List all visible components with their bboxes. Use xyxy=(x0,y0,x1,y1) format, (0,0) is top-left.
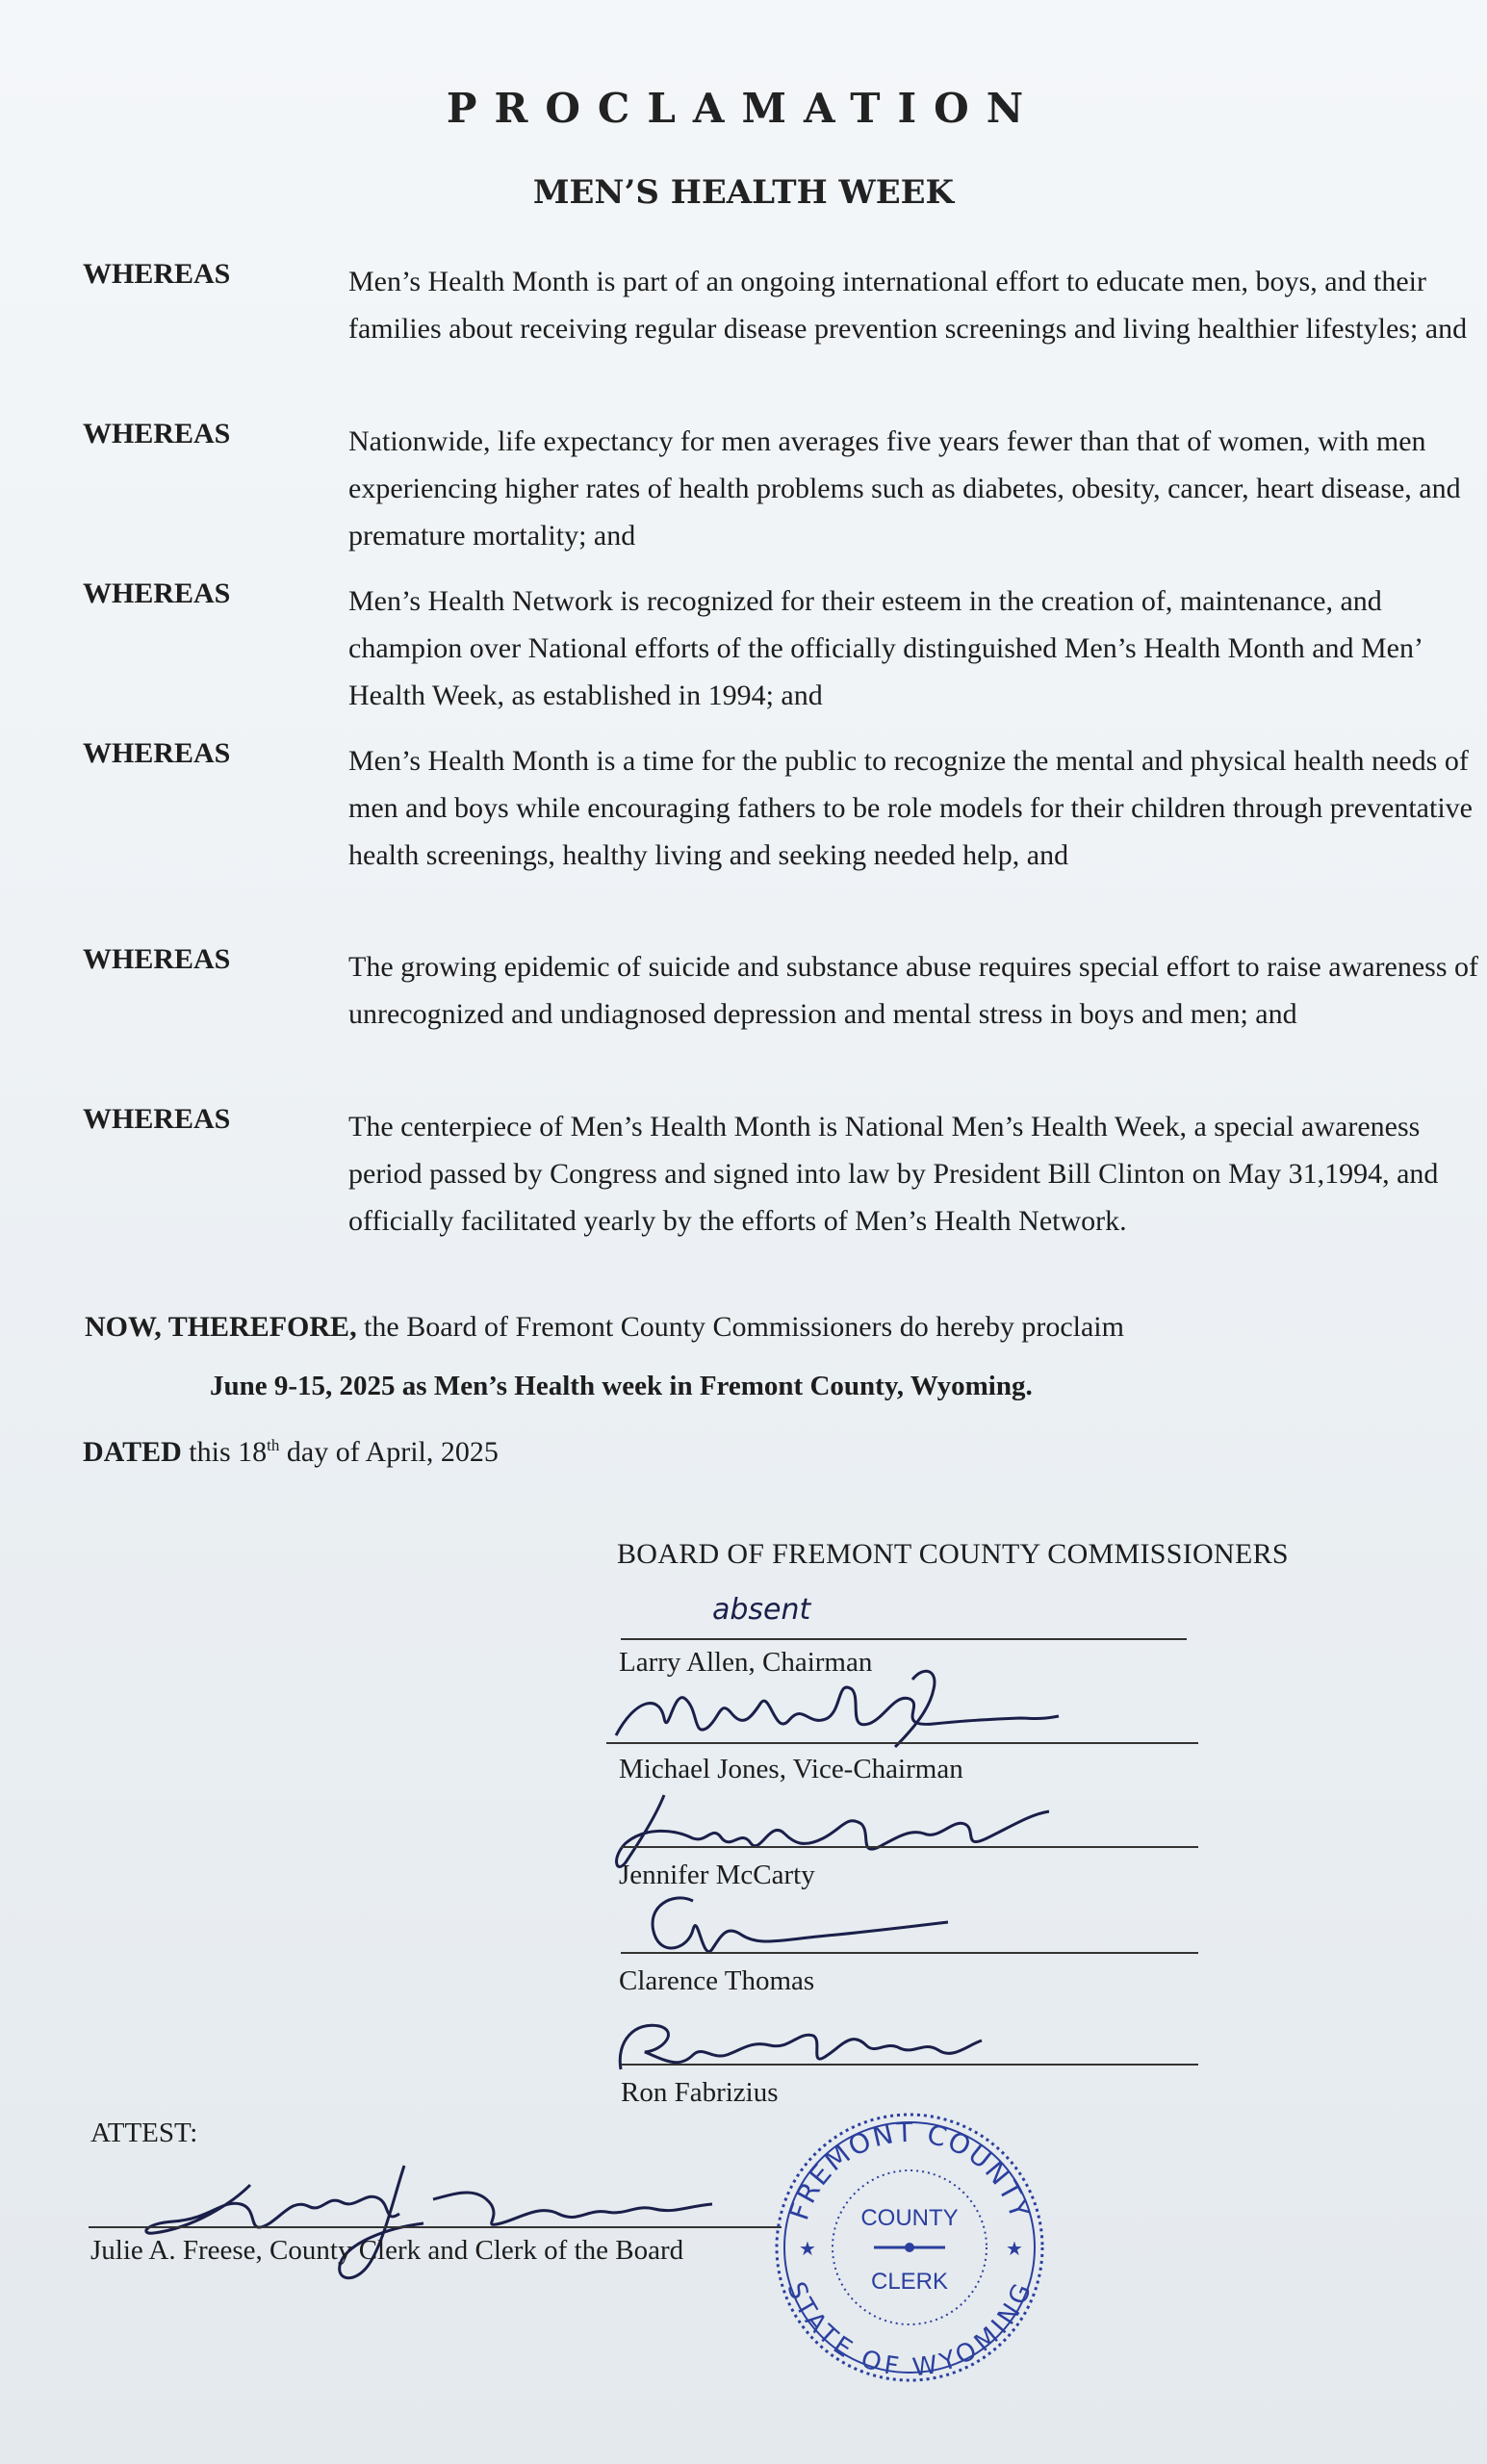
board-heading: BOARD OF FREMONT COUNTY COMMISSIONERS xyxy=(617,1538,1289,1570)
dated-keyword: DATED xyxy=(83,1436,182,1468)
signatory-name: Ron Fabrizius xyxy=(621,2077,779,2108)
clause-keyword: WHEREAS xyxy=(83,737,231,769)
attest-label: ATTEST: xyxy=(90,2118,198,2148)
handwritten-absent-note: absent xyxy=(712,1593,811,1627)
dated-line xyxy=(83,1436,499,1469)
signature-line xyxy=(621,1952,1198,1954)
clause-keyword: WHEREAS xyxy=(83,1103,231,1135)
seal-center-line2: CLERK xyxy=(870,2269,949,2295)
clause-keyword: WHEREAS xyxy=(83,943,231,975)
seal-star-left: ★ xyxy=(799,2237,816,2260)
clause-text: Nationwide, life expectancy for men averages five years fewer than that of women, with men experiencing higher rates of health problems such as diabetes, obesity, cancer, heart disease, and premature mortality; and xyxy=(348,425,1461,552)
signatory-name: Larry Allen, Chairman xyxy=(619,1647,873,1678)
signatory-name: Clarence Thomas xyxy=(619,1965,815,1996)
clerk-name: Julie A. Freese, County Clerk and Clerk of the Board xyxy=(90,2235,684,2266)
signatory-name: Jennifer McCarty xyxy=(619,1860,815,1890)
document-subtitle: MEN’S HEALTH WEEK xyxy=(532,173,955,212)
seal-center-dot xyxy=(905,2243,914,2252)
clause-keyword: WHEREAS xyxy=(83,578,231,609)
therefore-paragraph xyxy=(85,1306,1124,1348)
clause-keyword: WHEREAS xyxy=(83,258,231,290)
seal-top-text: FREMONT COUNTY xyxy=(782,2116,1037,2224)
dated-pre: this 18 xyxy=(181,1436,268,1468)
signature-line xyxy=(606,1742,1198,1744)
county-clerk-seal xyxy=(770,2108,1049,2387)
dated-ordinal: th xyxy=(267,1436,280,1454)
dated-post: day of April, 2025 xyxy=(279,1436,499,1468)
signatory-name: Michael Jones, Vice-Chairman xyxy=(619,1754,963,1784)
clause-text: The growing epidemic of suicide and substance abuse requires special effort to raise awareness of unrecognized and undiagnosed depression and mental stress in boys and men; and xyxy=(348,951,1479,1030)
therefore-text: the Board of Fremont County Commissioners do hereby proclaim xyxy=(356,1311,1124,1343)
clause-text: Men’s Health Month is part of an ongoing international effort to educate men, boys, and their families about receiving regular disease prevention screenings and living healthier lifestyles; and xyxy=(348,266,1468,345)
document-title: PROCLAMATION xyxy=(446,85,1041,132)
signature-line xyxy=(621,1846,1198,1848)
signature-julie-freese xyxy=(135,2146,789,2300)
seal-bottom-text: STATE OF WYOMING xyxy=(781,2277,1038,2383)
clause-text: Men’s Health Network is recognized for their esteem in the creation of, maintenance, and champion over National efforts of the officially distinguished Men’s Health Month and Men’ Health Week, as established in 1994; and xyxy=(348,585,1422,711)
seal-star-right: ★ xyxy=(1006,2237,1023,2260)
signature-line xyxy=(89,2226,782,2228)
seal-center-line1: COUNTY xyxy=(860,2205,959,2231)
therefore-keyword: NOW, THEREFORE, xyxy=(85,1311,357,1343)
signature-line xyxy=(621,2064,1198,2066)
clause-text: The centerpiece of Men’s Health Month is National Men’s Health Week, a special awareness period passed by Congress and signed into law by President Bill Clinton on May 31,1994, and officially facilitated yearly by the efforts of Men’s Health Network. xyxy=(348,1111,1439,1237)
signature-line xyxy=(621,1638,1187,1640)
signature-clarence-thomas xyxy=(616,1882,1039,1973)
clause-text: Men’s Health Month is a time for the public to recognize the mental and physical health needs of men and boys while encouraging fathers to be role models for their children through preventative health screenings, healthy living and seeking needed help, and xyxy=(348,745,1473,871)
proclamation-statement: June 9-15, 2025 as Men’s Health week in Fremont County, Wyoming. xyxy=(210,1371,1033,1401)
clause-keyword: WHEREAS xyxy=(83,418,231,449)
signature-michael-jones xyxy=(606,1660,1088,1766)
